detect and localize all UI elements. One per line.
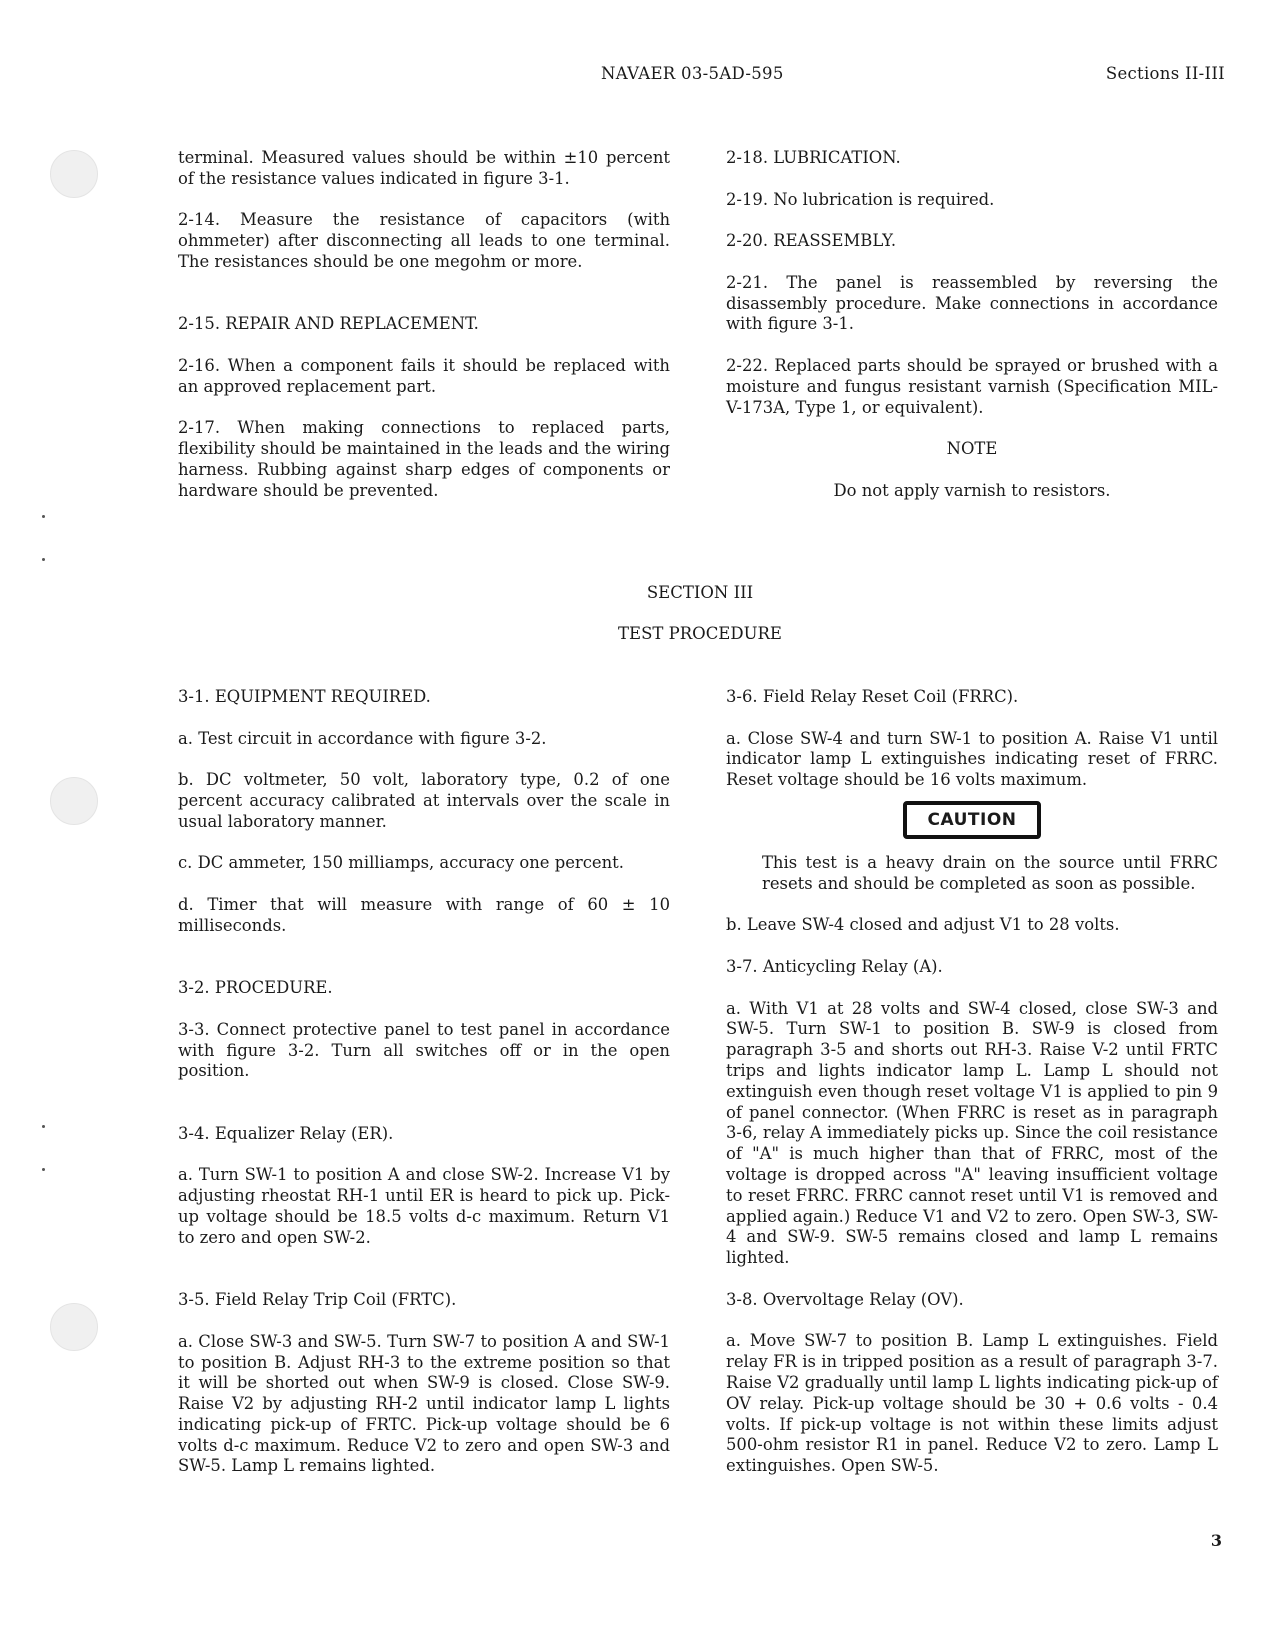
heading-2-20: 2-20. REASSEMBLY. <box>726 231 897 251</box>
caution-block <box>726 801 1218 839</box>
paragraph-3-3: 3-3. Connect protective panel to test panel in accordance with figure 3-2. Turn all switches off or in the open position. <box>178 1019 670 1081</box>
item-b: b. DC voltmeter, 50 volt, laboratory type, 0.2 of one percent accuracy calibrated at intervals over the scale in usual laboratory manner. <box>178 770 670 831</box>
heading-3-4: 3-4. Equalizer Relay (ER). <box>178 1123 394 1143</box>
paragraph-2-17: 2-17. When making connections to replaced parts, flexibility should be maintained in the leads and the wiring harness. Rubbing against sharp edges of components or hardware should be prevented. <box>178 418 670 500</box>
heading-2-15: 2-15. REPAIR AND REPLACEMENT. <box>178 314 479 334</box>
paragraph-3-5-a: a. Close SW-3 and SW-5. Turn SW-7 to position A and SW-1 to position B. Adjust RH-3 to the extreme position so that it will be shorted out when SW-9 is closed. Close SW-9. Raise V2 by adjusting RH-2 until indicator lamp L lights indicating pick-up of FRTC. Pick-up voltage should be 6 volts d-c maximum. Reduce V2 to zero and open SW-3 and SW-5. Lamp L remains lighted. <box>178 1331 670 1476</box>
top-left-column <box>178 148 670 522</box>
heading-3-7: 3-7. Anticycling Relay (A). <box>726 956 943 976</box>
speck <box>42 1168 45 1171</box>
paragraph-2-22: 2-22. Replaced parts should be sprayed or brushed with a moisture and fungus resistant varnish (Specification MIL-V-173A, Type 1, or equivalent). <box>726 355 1218 417</box>
item-c: c. DC ammeter, 150 milliamps, accuracy one percent. <box>178 853 624 873</box>
paragraph-2-16: 2-16. When a component fails it should be replaced with an approved replacement part. <box>178 355 670 396</box>
paragraph: terminal. Measured values should be within ±10 percent of the resistance values indicated in figure 3-1. <box>178 148 670 188</box>
binder-hole-top <box>50 150 98 198</box>
note-text: Do not apply varnish to resistors. <box>833 480 1111 500</box>
bottom-left-column <box>178 687 670 1498</box>
item-d: d. Timer that will measure with range of 60 ± 10 milliseconds. <box>178 894 670 935</box>
section-range: Sections II-III <box>1105 64 1225 83</box>
paragraph-3-7-a: a. With V1 at 28 volts and SW-4 closed, close SW-3 and SW-5. Turn SW-1 to position B. SW-9 is closed from paragraph 3-5 and shorts out RH-3. Raise V-2 until FRTC trips and lights indicator lamp L. Lamp L should not extinguish even though reset voltage V1 is applied to pin 9 of panel connector. (When FRRC is reset as in paragraph 3-6, relay A immediately picks up. Since the coil resistance of "A" is much higher than that of FRRC, most of the voltage is dropped across "A" leaving insufficient voltage to reset FRRC. FRRC cannot reset until V1 is removed and applied again.) Reduce V1 and V2 to zero. Open SW-3, SW-4 and SW-9. SW-5 remains closed and lamp L remains lighted. <box>726 998 1218 1268</box>
page-number: 3 <box>1210 1531 1222 1550</box>
paragraph-3-6-b: b. Leave SW-4 closed and adjust V1 to 28 volts. <box>726 915 1120 935</box>
heading-2-18: 2-18. LUBRICATION. <box>726 148 901 167</box>
speck <box>42 558 45 561</box>
section-number: SECTION III <box>646 583 754 602</box>
paragraph-2-21: 2-21. The panel is reassembled by reversing the disassembly procedure. Make connections in accordance with figure 3-1. <box>726 272 1218 334</box>
top-right-column <box>726 148 1218 522</box>
heading-3-2: 3-2. PROCEDURE. <box>178 978 333 998</box>
item-a: a. Test circuit in accordance with figure 3-2. <box>178 728 547 748</box>
bottom-right-column <box>726 687 1218 1498</box>
caution-label: CAUTION <box>903 801 1040 839</box>
heading-3-6: 3-6. Field Relay Reset Coil (FRRC). <box>726 687 1019 706</box>
speck <box>42 515 45 518</box>
section-title: TEST PROCEDURE <box>618 624 782 643</box>
note-title: NOTE <box>946 439 998 459</box>
speck <box>42 1125 45 1128</box>
heading-3-1: 3-1. EQUIPMENT REQUIRED. <box>178 687 431 706</box>
paragraph-3-6-a: a. Close SW-4 and turn SW-1 to position A. Raise V1 until indicator lamp L extinguishes indicating reset of FRRC. Reset voltage should be 16 volts maximum. <box>726 728 1218 790</box>
heading-3-8: 3-8. Overvoltage Relay (OV). <box>726 1289 964 1309</box>
paragraph-2-19: 2-19. No lubrication is required. <box>726 189 995 209</box>
document-number: NAVAER 03-5AD-595 <box>601 64 784 83</box>
caution-text: This test is a heavy drain on the source until FRRC resets and should be completed as soon as possible. <box>762 852 1218 893</box>
binder-hole-middle <box>50 777 98 825</box>
paragraph-3-8-a: a. Move SW-7 to position B. Lamp L extinguishes. Field relay FR is in tripped position as a result of paragraph 3-7. Raise V2 gradually until lamp L lights indicating pick-up of OV relay. Pick-up voltage should be 30 + 0.6 volts - 0.4 volts. If pick-up voltage is not within these limits adjust 500-ohm resistor R1 in panel. Reduce V2 to zero. Lamp L extinguishes. Open SW-5. <box>726 1331 1218 1476</box>
heading-3-5: 3-5. Field Relay Trip Coil (FRTC). <box>178 1290 457 1310</box>
paragraph-3-4-a: a. Turn SW-1 to position A and close SW-2. Increase V1 by adjusting rheostat RH-1 until ER is heard to pick up. Pick-up voltage should be 18.5 volts d-c maximum. Return V1 to zero and open SW-2. <box>178 1165 670 1247</box>
binder-hole-bottom <box>50 1303 98 1351</box>
paragraph-2-14: 2-14. Measure the resistance of capacitors (with ohmmeter) after disconnecting all leads to one terminal. The resistances should be one megohm or more. <box>178 210 670 271</box>
